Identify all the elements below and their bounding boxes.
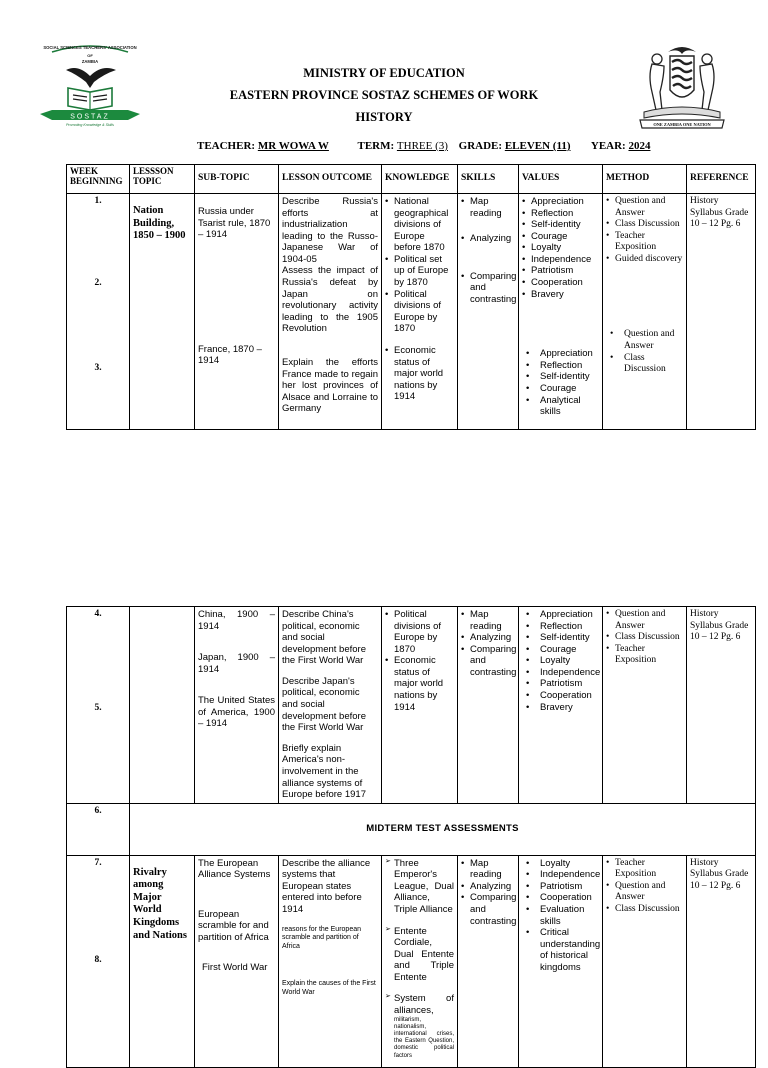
list-item: • Teacher Exposition: [606, 231, 683, 254]
outcome-cell: [279, 607, 382, 804]
subtopic: European scramble for and partition of Africa: [198, 908, 269, 943]
reference-cell: [687, 194, 756, 430]
week-number: 7.: [94, 857, 102, 868]
values-cell: [519, 194, 603, 430]
knowledge-cell: [382, 855, 458, 1067]
subtopic: Russia under Tsarist rule, 1870 – 1914: [198, 206, 271, 241]
week-number: 3.: [94, 363, 102, 374]
subject-title: HISTORY: [355, 110, 413, 124]
knowledge-list: [385, 858, 454, 1060]
col-values: VALUES: [519, 165, 603, 194]
outcome-cell: [279, 194, 382, 430]
list-item: • Question and Answer: [606, 329, 683, 352]
subtopic: First World War: [202, 961, 268, 973]
reference-cell: [687, 855, 756, 1067]
values-list: [522, 196, 599, 300]
coat-of-arms-motto: ONE ZAMBIA ONE NATION: [653, 122, 711, 127]
table-row: [67, 855, 756, 1067]
list-item: • Comparing and contrasting: [461, 271, 515, 306]
list-item: • Teacher Exposition: [606, 644, 683, 667]
midterm-row: [67, 803, 756, 855]
grade-value: ELEVEN (11): [504, 140, 571, 152]
subtopic: Japan, 1900 – 1914: [198, 652, 275, 675]
teacher-label: TEACHER:: [197, 140, 256, 152]
skills-list: [461, 609, 515, 678]
list-item: • Map reading: [461, 196, 515, 219]
list-item: • Appreciation: [522, 196, 599, 208]
list-item: • Patriotism: [522, 265, 599, 277]
list-item: • Cooperation: [522, 892, 599, 904]
lesson-topic: Nation Building, 1850 – 1900: [133, 205, 186, 242]
logo-zambia-text: ZAMBIA: [81, 59, 99, 64]
list-item: [385, 993, 454, 1059]
list-item: • Independence: [522, 869, 599, 881]
logo-sostaz-text: SOSTAZ: [70, 113, 110, 121]
term-label: TERM:: [357, 140, 395, 152]
list-item: • Map reading: [461, 609, 515, 632]
list-item: • Courage: [522, 644, 599, 656]
col-topic: LESSSON TOPIC: [130, 165, 195, 194]
knowledge-lead: System of alliances,: [394, 993, 454, 1017]
list-item: • Critical understanding of historical kingdoms: [522, 927, 599, 973]
term-value: THREE (3): [396, 140, 448, 152]
list-item: • Teacher Exposition: [606, 858, 683, 881]
week-number: 2.: [94, 277, 102, 288]
year-label: YEAR:: [590, 140, 626, 152]
logo-arc-text: SOCIAL SCIENCES TEACHERS' ASSOCIATION: [43, 45, 137, 50]
list-item: ➢ Entente Cordiale, Dual Entente and Triple Entente: [385, 926, 454, 984]
list-item: • Loyalty: [522, 858, 599, 870]
list-item: • Reflection: [522, 360, 599, 372]
list-item: • Class Discussion: [606, 632, 683, 644]
lesson-outcome: Assess the impact of Russia's defeat by Japan on revolutionary activity leading to the 1905 Revolution: [282, 265, 378, 335]
list-item: • Patriotism: [522, 678, 599, 690]
list-item: • Self-identity: [522, 371, 599, 383]
method-cell: [603, 194, 687, 430]
week-cell: [67, 194, 130, 430]
list-item: • Comparing and contrasting: [461, 644, 515, 679]
midterm-banner: MIDTERM TEST ASSESSMENTS: [130, 803, 756, 855]
list-item: • Evaluation skills: [522, 904, 599, 927]
knowledge-list: [385, 196, 454, 335]
logo-motto-text: Promoting Knowledge & Skills: [66, 123, 114, 127]
week-number: 6.: [94, 805, 102, 816]
skills-list: [461, 858, 515, 927]
list-item: • Question and Answer: [606, 609, 683, 632]
table-header-row: [67, 165, 756, 194]
method-list: [606, 609, 683, 667]
method-cell: [603, 855, 687, 1067]
table-row: [67, 194, 756, 430]
subtopic: China, 1900 – 1914: [198, 609, 275, 632]
list-item: • Analyzing: [461, 233, 515, 245]
lesson-outcome: Describe the alliance systems that European states entered into before 1914: [282, 857, 371, 915]
week-number: 1.: [94, 196, 102, 206]
week-cell: [67, 803, 130, 855]
list-item: • Appreciation: [522, 609, 599, 621]
col-method: METHOD: [603, 165, 687, 194]
list-item: • Comparing and contrasting: [461, 892, 515, 927]
teacher-info-line: [197, 140, 650, 152]
list-item: • Courage: [522, 231, 599, 243]
topic-cell: [130, 607, 195, 804]
grade-label: GRADE:: [458, 140, 503, 152]
week-number: 4.: [94, 609, 102, 619]
list-item: • Class Discussion: [606, 904, 683, 916]
values-cell: [519, 855, 603, 1067]
list-item: • Class Discussion: [606, 353, 683, 376]
list-item: • Cooperation: [522, 690, 599, 702]
list-item: • Question and Answer: [606, 196, 683, 219]
topic-cell: [130, 194, 195, 430]
list-item: • Class Discussion: [606, 219, 683, 231]
list-item: • Bravery: [522, 289, 599, 301]
lesson-outcome: reasons for the European scramble and partition of Africa: [282, 925, 361, 951]
scheme-table-1: [66, 164, 756, 430]
knowledge-list: [385, 345, 454, 403]
list-item: • Self-identity: [522, 632, 599, 644]
skills-cell: [458, 194, 519, 430]
week-cell: [67, 607, 130, 804]
outcome-cell: [279, 855, 382, 1067]
knowledge-cell: [382, 194, 458, 430]
list-item: • Analyzing: [461, 881, 515, 893]
values-list: [522, 348, 599, 417]
list-item: • Loyalty: [522, 242, 599, 254]
teacher-name: MR WOWA W: [257, 140, 329, 152]
skills-list: [461, 196, 515, 305]
subtopic-cell: [195, 194, 279, 430]
list-item: • Guided discovery: [606, 254, 683, 266]
week-cell: [67, 855, 130, 1067]
reference-text: History Syllabus Grade 10 – 12 Pg. 6: [690, 857, 749, 891]
list-item: • Analytical skills: [522, 395, 599, 418]
subtopic-cell: [195, 607, 279, 804]
list-item: • Political divisions of Europe by 1870: [385, 289, 454, 335]
logo-of-text: OF: [87, 53, 93, 58]
list-item: • Loyalty: [522, 655, 599, 667]
method-list: [606, 858, 683, 916]
list-item: • Analyzing: [461, 632, 515, 644]
list-item: • Political set up of Europe by 1870: [385, 254, 454, 289]
method-list: [606, 329, 683, 375]
lesson-outcome: Describe Japan's political, economic and social development before the First World War: [282, 675, 366, 734]
subtopic: France, 1870 – 1914: [198, 343, 262, 367]
list-item: • Question and Answer: [606, 881, 683, 904]
list-item: • Self-identity: [522, 219, 599, 231]
knowledge-list: [385, 609, 454, 713]
lesson-outcome: Explain the efforts France made to regain her lost provinces of Alsace and Lorraine to Germany: [282, 356, 378, 415]
year-value: 2024: [628, 140, 651, 152]
subtopic: The European Alliance Systems: [198, 857, 271, 881]
ministry-title: MINISTRY OF EDUCATION: [303, 66, 465, 80]
skills-cell: [458, 607, 519, 804]
skills-cell: [458, 855, 519, 1067]
col-week: WEEK BEGINNING: [67, 165, 130, 194]
method-cell: [603, 607, 687, 804]
list-item: • National geographical divisions of Europe before 1870: [385, 196, 454, 254]
lesson-outcome: Describe Russia's efforts at industrialization leading to the Russo-Japanese War of 1904-05: [282, 196, 378, 265]
list-item: • Reflection: [522, 208, 599, 220]
list-item: • Cooperation: [522, 277, 599, 289]
col-subtopic: SUB-TOPIC: [195, 165, 279, 194]
values-list: [522, 609, 599, 713]
knowledge-detail: militarism, nationalism, international crises, the Eastern Question, domestic political factors: [394, 1016, 454, 1059]
list-item: • Map reading: [461, 858, 515, 881]
list-item: • Patriotism: [522, 881, 599, 893]
scheme-table-2: [66, 606, 756, 1068]
list-item: • Appreciation: [522, 348, 599, 360]
table-row: [67, 607, 756, 804]
col-knowledge: KNOWLEDGE: [382, 165, 458, 194]
list-item: • Bravery: [522, 702, 599, 714]
subtopic: The United States of America, 1900 – 1914: [198, 695, 275, 730]
list-item: • Economic status of major world nations by 1914: [385, 655, 454, 713]
lesson-topic: Rivalry among Major World Kingdoms and Nations: [133, 866, 187, 941]
values-cell: [519, 607, 603, 804]
reference-text: History Syllabus Grade 10 – 12 Pg. 6: [690, 196, 749, 230]
values-list: [522, 858, 599, 974]
week-number: 8.: [94, 955, 102, 966]
reference-text: History Syllabus Grade 10 – 12 Pg. 6: [690, 609, 749, 643]
col-reference: REFERENCE: [687, 165, 756, 194]
lesson-outcome: Explain the causes of the First World War: [282, 979, 376, 996]
scheme-title: EASTERN PROVINCE SOSTAZ SCHEMES OF WORK: [229, 88, 539, 102]
subtopic-cell: [195, 855, 279, 1067]
lesson-outcome: Describe China's political, economic and social development before the First World War: [282, 609, 366, 667]
list-item: • Political divisions of Europe by 1870: [385, 609, 454, 655]
reference-cell: [687, 607, 756, 804]
list-item: • Courage: [522, 383, 599, 395]
method-list: [606, 196, 683, 265]
knowledge-cell: [382, 607, 458, 804]
col-skills: SKILLS: [458, 165, 519, 194]
list-item: • Reflection: [522, 621, 599, 633]
topic-cell: [130, 855, 195, 1067]
list-item: ➢ Three Emperor's League, Dual Alliance, Triple Alliance: [385, 858, 454, 916]
list-item: • Independence: [522, 667, 599, 679]
list-item: • Economic status of major world nations by 1914: [385, 345, 454, 403]
week-number: 5.: [94, 702, 102, 713]
list-item: • Independence: [522, 254, 599, 266]
lesson-outcome: Briefly explain America's non-involvement in the alliance systems of Europe before 1917: [282, 742, 366, 801]
col-outcome: LESSON OUTCOME: [279, 165, 382, 194]
